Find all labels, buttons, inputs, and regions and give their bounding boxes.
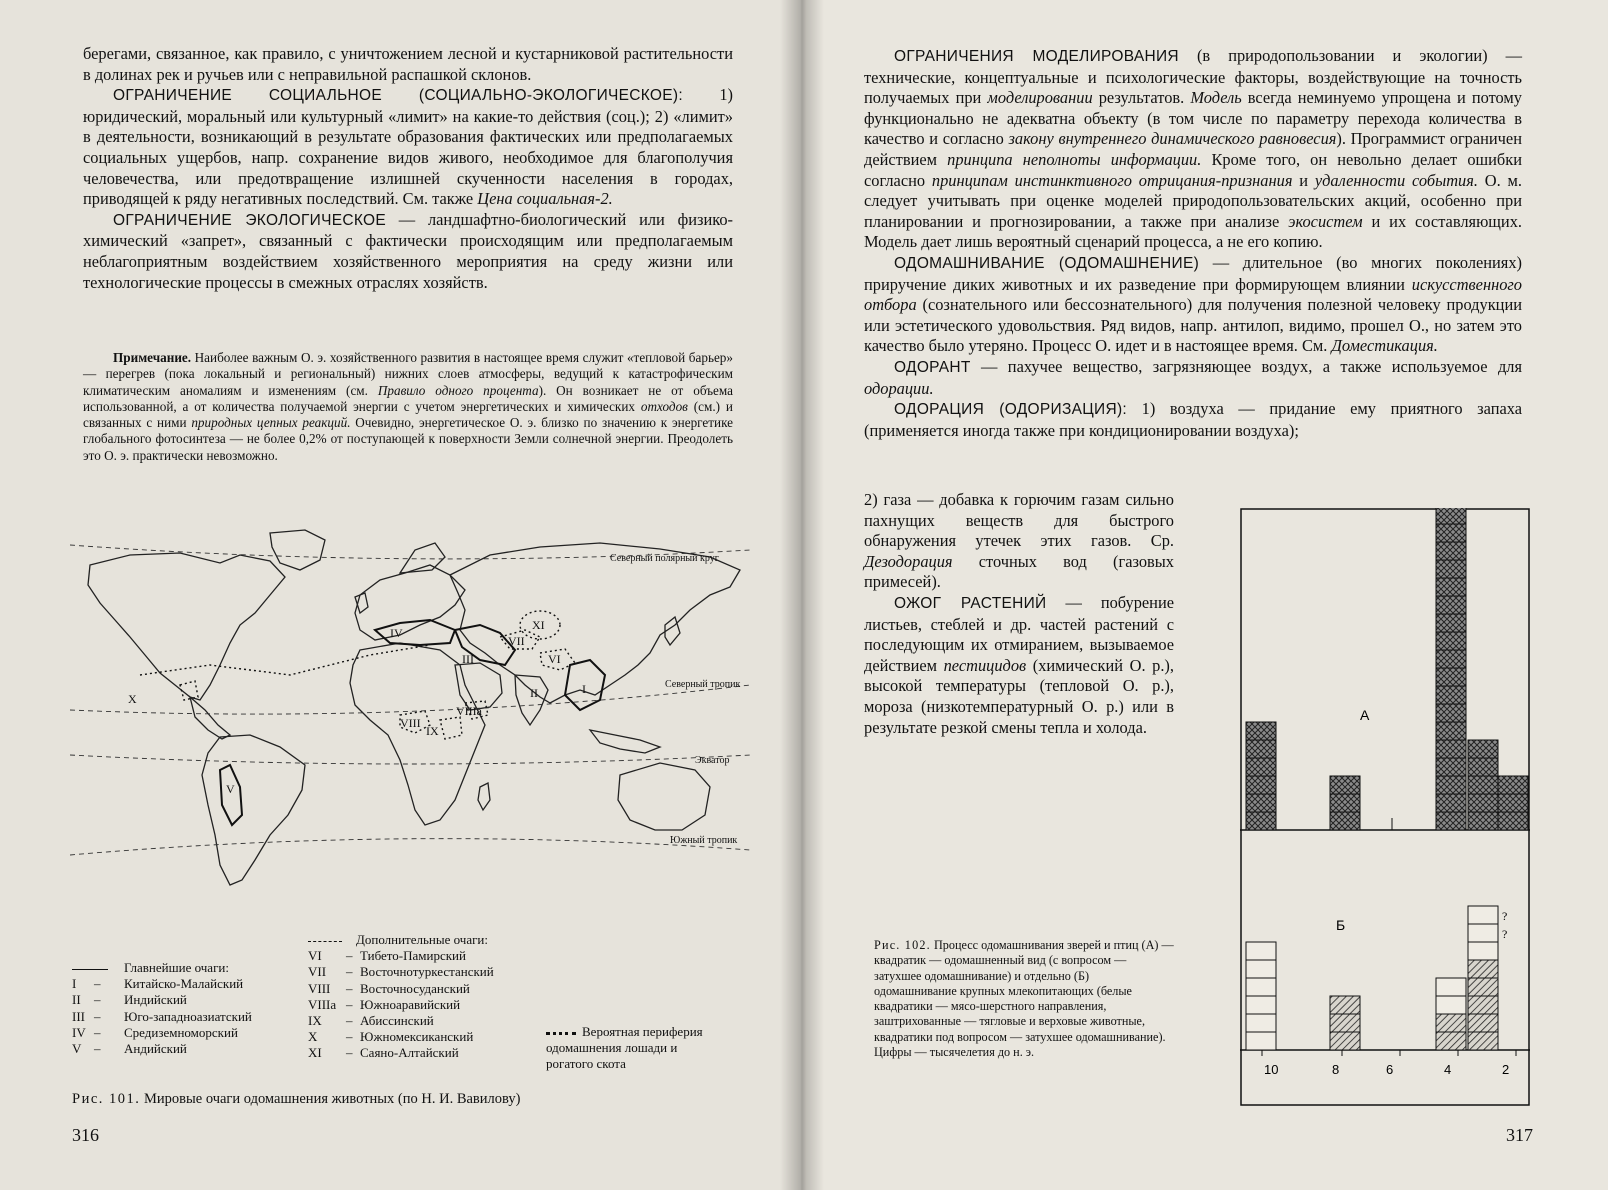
right-narrow-column: [864, 490, 1174, 738]
entry-heading: ОГРАНИЧЕНИЯ МОДЕЛИРОВАНИЯ: [894, 48, 1179, 65]
note-text: Наиболее важным О. э. хозяйственного развития в настоящее время служит «тепловой барьер» — перегрев (пока локальный и региональный) нижних слоев атмосферы, ведущий к катастрофическим климатическим аномалиям и изменениям (см.: [83, 350, 733, 398]
legend-name: Абиссинский: [360, 1013, 434, 1029]
chart-cell: [1246, 794, 1276, 812]
entry-social-limit: [83, 85, 733, 210]
page-number-right: 317: [1506, 1125, 1533, 1145]
chart-cell: [1468, 794, 1498, 812]
x-tick-label: 10: [1264, 1062, 1279, 1077]
chart-cell: [1468, 978, 1498, 996]
africa-outline: [350, 643, 485, 825]
chart-cell: [1246, 776, 1276, 794]
map-label-tropic-north: Северный тропик: [665, 679, 741, 690]
tropic-south-line: [70, 839, 750, 855]
entry-italic: принципа неполноты информации.: [947, 149, 1202, 169]
chart-cell: [1498, 812, 1528, 830]
chart-cell: [1468, 906, 1498, 924]
solid-line-swatch: [72, 969, 108, 970]
entry-body: всегда неминуемо упрощена и потому функционально не адекватна объекту (в том числе по параметру перехода количества в качество и согласно: [864, 88, 1522, 149]
legend-num: VIIIa: [308, 996, 337, 1012]
legend-num: VIII: [308, 980, 331, 996]
chart-cell: [1246, 960, 1276, 978]
entry-italic: экосистем: [1288, 211, 1363, 231]
caption-prefix: Рис. 101.: [72, 1091, 141, 1107]
entry-body: сточных вод (газовых примесей).: [864, 551, 1174, 592]
entry-body: — пахучее вещество, загрязняющее воздух, а также используемое для: [970, 356, 1522, 376]
legend-num: XI: [308, 1045, 322, 1061]
entry-odorant: [864, 357, 1522, 399]
legend-name: Тибето-Памирский: [360, 948, 466, 964]
legend-num: VII: [308, 964, 327, 980]
note-italic: природных цепных реакций.: [191, 415, 351, 431]
greenland-outline: [270, 530, 325, 570]
chart-cell: [1436, 794, 1466, 812]
chart-cell: [1436, 632, 1466, 650]
note-italic: отходов: [640, 398, 688, 414]
map-region-label: VIII: [400, 716, 421, 730]
chart-cell: [1436, 686, 1466, 704]
legend-name: Юго-западноазиатский: [124, 1008, 252, 1024]
left-page: [0, 0, 800, 1190]
map-region-label: V: [226, 782, 235, 796]
chart-cell: [1468, 960, 1498, 978]
panel-label: Б: [1336, 917, 1346, 933]
chart-cell: [1468, 1032, 1498, 1050]
chart-cell: [1436, 722, 1466, 740]
legend-title: Главнейшие очаги:: [124, 960, 229, 975]
entry-body: 1) воздуха — придание ему приятного запаха (применяется иногда также при кондиционировании воздуха);: [864, 399, 1523, 440]
x-tick-label: 6: [1386, 1062, 1394, 1077]
chart-cell: [1436, 650, 1466, 668]
north-america-outline: [88, 553, 285, 700]
legend-name: Южномексиканский: [360, 1029, 474, 1045]
caption-text: Процесс одомашнивания зверей и птиц (А) — квадратик — одомашненный вид (с вопросом — затухшее одомашнивание) и отдельно (Б) одомашнивание крупных млекопитающих (белые квадратики — мясо-шерстного направления, заштрихованные — тягловые и верховые животные, квадратики под вопросом — затухшее одомашнивание). Цифры — тысячелетия до н. э.: [874, 938, 1174, 1060]
chart-cell: [1330, 1032, 1360, 1050]
map-region-label: III: [462, 652, 474, 666]
legend-name: Китайско-Малайский: [124, 976, 244, 992]
left-text-column: [83, 44, 733, 293]
entry-body: — длительное (во многих поколениях) приручение диких животных и их разведение при формирующем влиянии: [864, 252, 1523, 294]
map-region-label: X: [128, 692, 137, 706]
entry-italic: удаленности события.: [1314, 170, 1478, 190]
note-text: (см.) и связанных с ними: [83, 398, 733, 431]
tropic-north-line: [70, 685, 750, 714]
entry-body: Кроме того, он невольно делает ошибки согласно: [864, 149, 1522, 190]
entry-italic: принципам инстинктивного отрицания-признания: [931, 170, 1293, 190]
book-gutter: [780, 0, 824, 1190]
legend-name: Андийский: [124, 1041, 187, 1057]
legend-name: Индийский: [124, 992, 187, 1008]
entry-italic: пестицидов: [943, 655, 1027, 675]
british-isles-outline: [355, 593, 368, 613]
map-region-label: IV: [390, 626, 403, 640]
entry-domestication: [864, 253, 1522, 357]
map-region-label: VII: [508, 634, 525, 648]
japan-outline: [665, 617, 680, 645]
chart-cell: [1330, 996, 1360, 1014]
paragraph-text: берегами, связанное, как правило, с уничтожением лесной и кустарниковой растительности в долинах рек и ручьев или с неправильной распашкой склонов.: [83, 44, 733, 84]
central-america-outline: [190, 697, 230, 739]
entry-heading: ОДОМАШНИВАНИЕ (ОДОМАШНЕНИЕ): [894, 254, 1200, 272]
entry-body: 2) газа — добавка к горючим газам сильно пахнущих веществ для быстрого обнаружения утечек этих газов. Ср.: [864, 490, 1174, 551]
entry-body: (в природопользовании и экологии) — технические, концептуальные и психологические факторы, воздействующие на точность получаемых при: [864, 46, 1523, 108]
chart-cell: [1436, 758, 1466, 776]
legend-num: II: [72, 992, 81, 1008]
caption-text: Мировые очаги одомашнения животных (по Н. И. Вавилову): [140, 1091, 521, 1107]
entry-plant-burn: [864, 593, 1174, 738]
entry-heading: ОЖОГ РАСТЕНИЙ: [894, 594, 1047, 612]
entry-italic: Модель: [1190, 88, 1242, 108]
europe-outline: [355, 565, 465, 640]
entry-body: О. м. следует учитывать при оценке моделей природопользовательских акций, особенно при планировании и прогнозировании, а также при анализе: [864, 170, 1523, 231]
chart-cell: [1330, 794, 1360, 812]
legend-num: VI: [308, 948, 322, 964]
note-italic: Правило одного процента: [377, 382, 539, 398]
chart-cell: [1436, 524, 1466, 542]
map-region-label: VIIIa: [456, 704, 482, 718]
note-text: ). Он возникает не от объема использованной, а от количества получаемой энергии с учетом энергетических и химических: [83, 382, 733, 414]
map-region-label: II: [530, 686, 538, 700]
legend-num: X: [308, 1029, 318, 1045]
entry-italic: Доместикация.: [1331, 336, 1438, 356]
entry-italic: одорации.: [864, 378, 934, 398]
note-text: Очевидно, энергетическое О. э. близко по значению к энергетике глобального фотосинтеза — не более 0,2% от поступающей к поверхности Земли солнечной энергии. Преодолеть это О. э. практически невозможно.: [83, 415, 734, 463]
question-mark-label: ?: [1502, 927, 1508, 941]
entry-body: — ландшафтно-биологический или физико-химический «запрет», связанный с фактически происходящим или предполагаемым неблагоприятным воздействием хозяйственного мероприятия на среду жизни или технологические процессы в смежных отраслях хозяйств.: [83, 209, 734, 292]
entry-modeling-limits: [864, 46, 1522, 253]
legend-name: Средиземноморский: [124, 1024, 238, 1040]
chart-cell: [1468, 942, 1498, 960]
chart-cell: [1330, 776, 1360, 794]
map-label-tropic-south: Южный тропик: [670, 835, 738, 846]
map-region-label: IX: [426, 724, 439, 738]
entry-body: (сознательного или бессознательного) для получения полезной человеку продукции или эстетического удовольствия. Ряд видов, напр. антилоп, видимо, прошел О., но затем это качество было утеряно. Процесс О. идет и в настоящее время. См.: [864, 295, 1522, 356]
chart-cell: [1246, 812, 1276, 830]
entry-italic: моделировании: [987, 88, 1093, 108]
entry-heading: ОДОРАНТ: [894, 358, 971, 376]
question-mark-label: ?: [1502, 909, 1508, 923]
chart-cell: [1436, 596, 1466, 614]
entry-heading: ОГРАНИЧЕНИЕ СОЦИАЛЬНОЕ (СОЦИАЛЬНО-ЭКОЛОГИЧЕСКОЕ):: [113, 87, 683, 105]
chart-cell: [1498, 794, 1528, 812]
map-region-label: VI: [548, 652, 561, 666]
chart-marks: [1240, 508, 1530, 1077]
figure-caption-102: [874, 938, 1174, 1060]
chart-cell: [1436, 668, 1466, 686]
chart-cell: [1436, 996, 1466, 1014]
entry-italic: искусственного отбора: [864, 274, 1522, 315]
legend-name: Восточнотуркестанский: [360, 964, 494, 980]
equator-line: [70, 755, 750, 764]
chart-cell: [1498, 776, 1528, 794]
entry-body: и их составляющих. Модель дает лишь вероятный сценарий процесса, а не его копию.: [864, 211, 1522, 252]
chart-cell: [1246, 758, 1276, 776]
chart-cell: [1436, 978, 1466, 996]
domestication-chart: [1240, 508, 1530, 1108]
chart-cell: [1330, 812, 1360, 830]
legend-name: Южноаравийский: [360, 996, 461, 1012]
entry-heading: ОДОРАЦИЯ (ОДОРИЗАЦИЯ):: [894, 401, 1128, 419]
x-tick-label: 8: [1332, 1062, 1340, 1077]
figure-caption-101: [72, 1090, 520, 1108]
south-america-outline: [202, 735, 305, 885]
legend-num: IX: [308, 1013, 322, 1029]
chart-cell: [1436, 1032, 1466, 1050]
chart-cell: [1436, 1014, 1466, 1032]
chart-cell: [1436, 560, 1466, 578]
legend-extra: Дополнительные очаги: VI – Тибето-Памирский VII – Восточнотуркестанский VIII – Восточносуданский VIIIa – Южноаравийский IX – Абиссинский X – Южномексиканский XI – Саяно-Алтайский: [308, 932, 494, 1061]
note-label: Примечание.: [113, 350, 192, 365]
chart-cell: [1246, 722, 1276, 740]
chart-cell: [1436, 508, 1466, 524]
legend-num: V: [72, 1041, 82, 1057]
x-tick-label: 2: [1502, 1062, 1510, 1077]
legend-num: IV: [72, 1024, 86, 1040]
chart-cell: [1436, 614, 1466, 632]
x-tick-label: 4: [1444, 1062, 1452, 1077]
chart-cell: [1468, 1014, 1498, 1032]
chart-cell: [1468, 776, 1498, 794]
australia-outline: [618, 763, 710, 830]
legend-periphery-text: Вероятная периферия одомашнения лошади и рогатого скота: [546, 1024, 703, 1072]
panel-label: А: [1360, 707, 1370, 723]
chart-cell: [1246, 740, 1276, 758]
chart-cell: [1246, 1014, 1276, 1032]
entry-odoration: [864, 399, 1522, 441]
chart-cell: [1436, 704, 1466, 722]
world-map: [70, 525, 760, 925]
chart-cell: [1436, 776, 1466, 794]
entry-body: 1) юридический, моральный или культурный «лимит» на какие-то действия (соц.); 2) «лимит» в деятельности, возникающий в результате образования фактических или предполагаемых социальных ущербов, напр. сохранение видов живого, необходимое для благополучия человечества, или предотвращение излишней скученности населения в городах, приводящей к ряду негативных последствий. См. также: [83, 85, 733, 209]
entry-body: результатов.: [1092, 88, 1191, 108]
indonesia-outline: [590, 730, 660, 753]
page-number-left: 316: [72, 1125, 99, 1145]
entry-body: ). Программист ограничен действием: [864, 129, 1522, 169]
chart-cell: [1246, 942, 1276, 960]
legend-num: III: [72, 1008, 85, 1024]
chart-cell: [1436, 542, 1466, 560]
chart-cell: [1468, 812, 1498, 830]
chart-cell: [1246, 996, 1276, 1014]
hearth-mediterranean-outline: [375, 620, 455, 645]
entry-odoration-cont: [864, 490, 1174, 593]
chart-cell: [1246, 978, 1276, 996]
chart-cell: [1468, 924, 1498, 942]
chart-cell: [1246, 1032, 1276, 1050]
paragraph-continuation: [83, 44, 733, 85]
chart-cell: [1436, 812, 1466, 830]
chart-cell: [1436, 740, 1466, 758]
legend-name: Саяно-Алтайский: [360, 1045, 459, 1061]
hearth-abyssinian-outline: [440, 717, 462, 739]
map-region-label: I: [582, 682, 586, 696]
entry-body: (химический О. р.), высокой температуры (тепловой О. р.), мороза (низкотемпературный О. р.) или в результате резкой смены тепла и холода.: [864, 655, 1174, 737]
chart-cell: [1468, 740, 1498, 758]
madagascar-outline: [478, 783, 490, 810]
entry-italic: Дезодорация: [864, 551, 953, 571]
legend-main: Главнейшие очаги: I – Китайско-Малайский II – Индийский III – Юго-западноазиатский IV – Средиземноморский V – Андийский: [72, 960, 252, 1057]
legend-name: Восточносуданский: [360, 980, 470, 996]
legend-periphery: [546, 1024, 726, 1073]
map-region-label: XI: [532, 618, 545, 632]
entry-italic: закону внутреннего динамического равновесия: [1008, 129, 1337, 149]
periphery-line: [140, 645, 430, 675]
right-text-column: [864, 46, 1522, 441]
entry-body: и: [1292, 170, 1315, 190]
dotted-line-swatch: [546, 1032, 576, 1035]
legend-num: I: [72, 976, 77, 992]
legend-title: Дополнительные очаги:: [356, 932, 489, 947]
entry-ecological-limit: [83, 210, 733, 293]
arabia-outline: [455, 663, 502, 710]
entry-reference: Цена социальная-2.: [477, 189, 613, 209]
map-label-equator: Экватор: [695, 755, 730, 766]
dashed-line-swatch: [308, 941, 342, 942]
chart-cell: [1468, 758, 1498, 776]
entry-body: — побурение листьев, стеблей и др. частей растений с последующим их отмиранием, вызываемое действием: [864, 592, 1174, 675]
map-label-arctic: Северный полярный круг: [610, 553, 719, 564]
entry-heading: ОГРАНИЧЕНИЕ ЭКОЛОГИЧЕСКОЕ: [113, 211, 387, 229]
chart-cell: [1436, 578, 1466, 596]
chart-cell: [1468, 996, 1498, 1014]
caption-prefix: Рис. 102.: [874, 938, 931, 952]
note-block: [83, 350, 733, 464]
chart-cell: [1330, 1014, 1360, 1032]
india-outline: [515, 675, 548, 725]
